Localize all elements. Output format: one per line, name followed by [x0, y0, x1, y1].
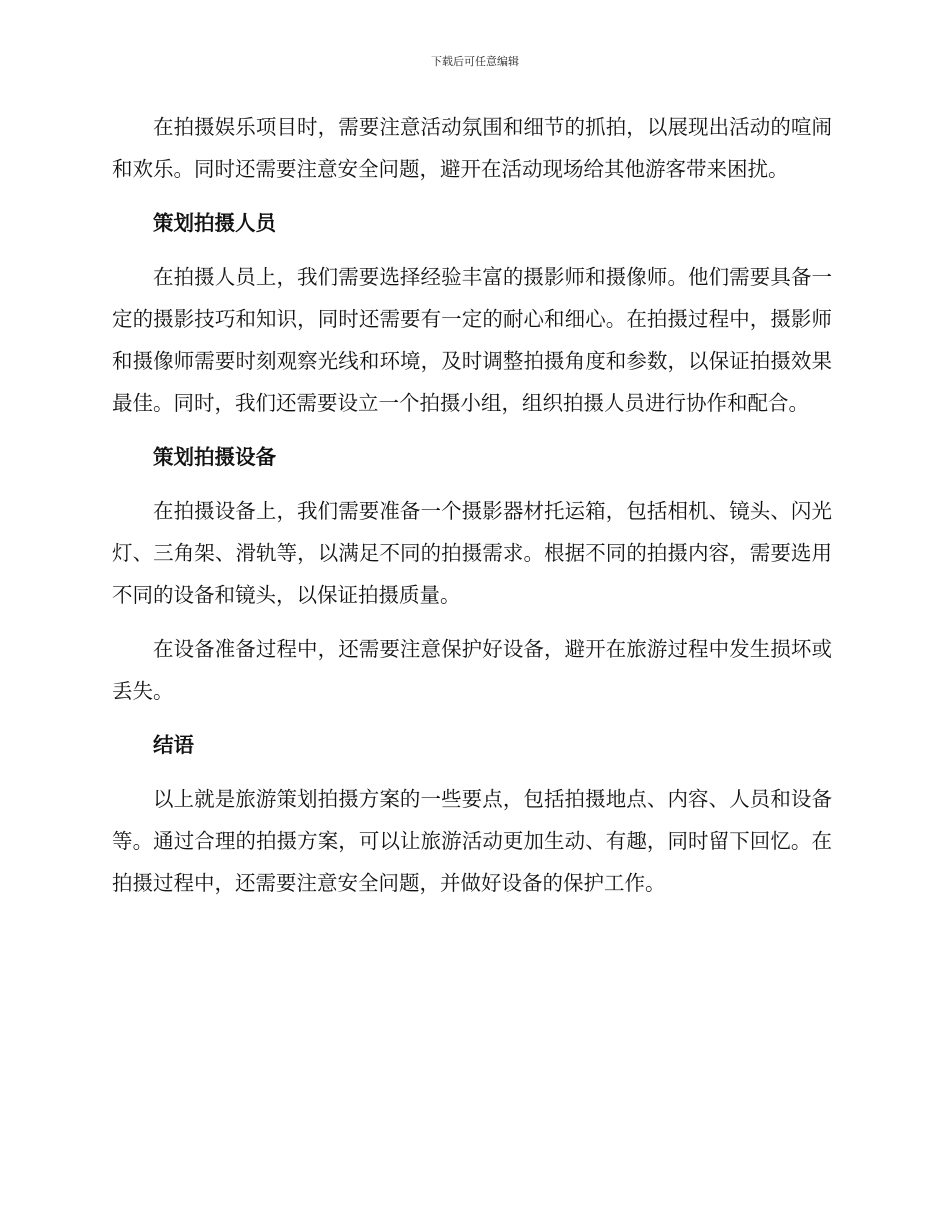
heading-equipment: 策划拍摄设备	[153, 445, 276, 469]
page-header-note: 下载后可任意编辑	[431, 55, 519, 68]
paragraph-entertainment: 在拍摄娱乐项目时，需要注意活动氛围和细节的抓拍，以展现出活动的喧闹和欢乐。同时还需要注意安全问题，避开在活动现场给其他游客带来困扰。	[112, 115, 832, 181]
heading-conclusion: 结语	[153, 733, 194, 757]
paragraph-conclusion: 以上就是旅游策划拍摄方案的一些要点，包括拍摄地点、内容、人员和设备等。通过合理的拍摄方案，可以让旅游活动更加生动、有趣，同时留下回忆。在拍摄过程中，还需要注意安全问题，并做好设备的保护工作。	[112, 787, 832, 895]
paragraph-equipment-care: 在设备准备过程中，还需要注意保护好设备，避开在旅游过程中发生损坏或丢失。	[112, 637, 832, 703]
document-body	[112, 106, 832, 916]
heading-people: 策划拍摄人员	[153, 211, 276, 235]
paragraph-equipment: 在拍摄设备上，我们需要准备一个摄影器材托运箱，包括相机、镜头、闪光灯、三角架、滑轨等，以满足不同的拍摄需求。根据不同的拍摄内容，需要选用不同的设备和镜头，以保证拍摄质量。	[112, 499, 832, 607]
paragraph-people: 在拍摄人员上，我们需要选择经验丰富的摄影师和摄像师。他们需要具备一定的摄影技巧和知识，同时还需要有一定的耐心和细心。在拍摄过程中，摄影师和摄像师需要时刻观察光线和环境，及时调整拍摄角度和参数，以保证拍摄效果最佳。同时，我们还需要设立一个拍摄小组，组织拍摄人员进行协作和配合。	[112, 265, 832, 415]
